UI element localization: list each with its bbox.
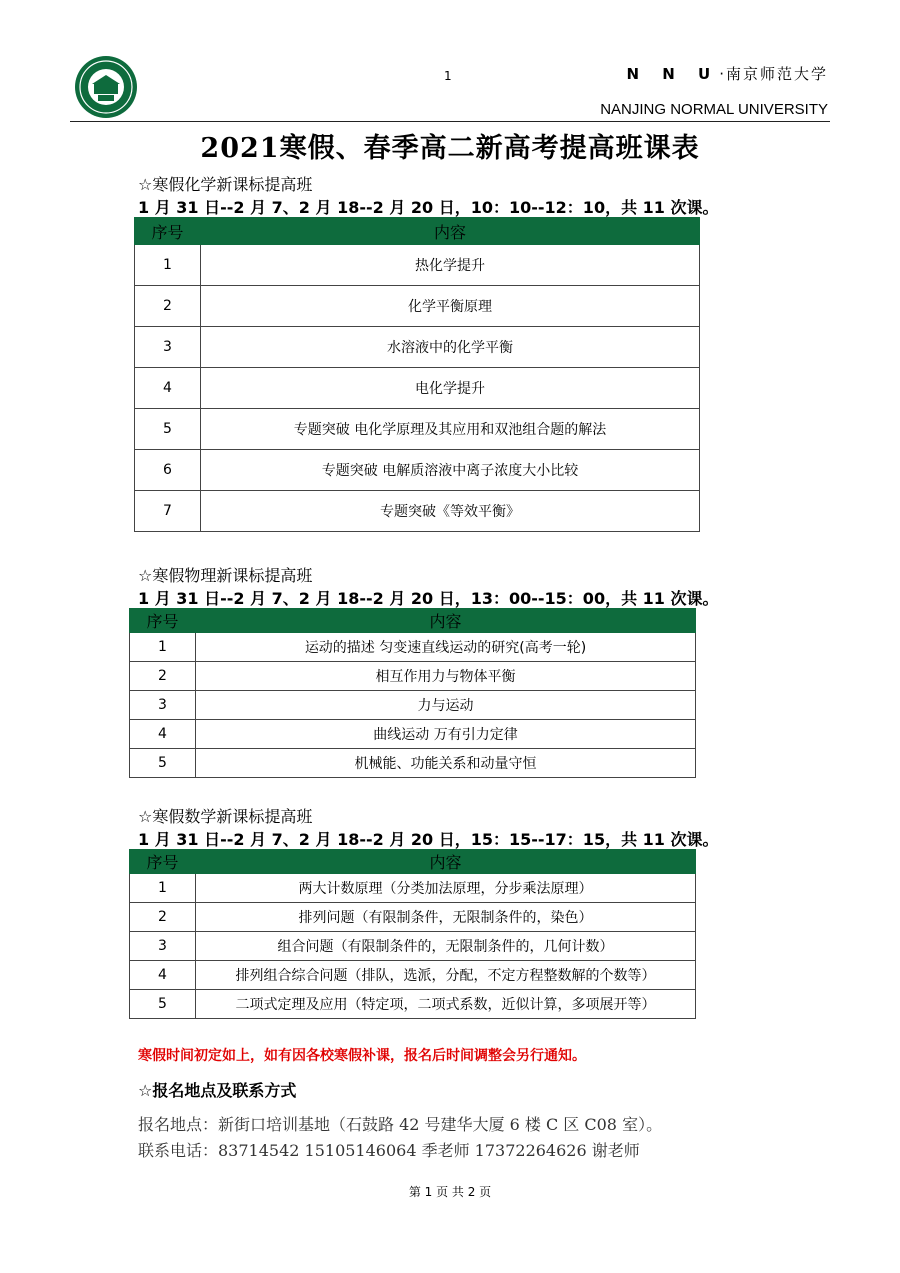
table-row: [130, 961, 696, 990]
brand-cn: 南京师范大学: [725, 65, 828, 83]
math-course-table: [129, 849, 696, 1019]
row-index: 6: [135, 450, 201, 491]
row-content: 曲线运动 万有引力定律: [196, 720, 696, 749]
row-index: 5: [135, 409, 201, 450]
table-row: [130, 720, 696, 749]
brand-dot: ·: [719, 65, 726, 83]
row-content: 组合问题（有限制条件的，无限制条件的，几何计数）: [196, 932, 696, 961]
row-content: 专题突破《等效平衡》: [201, 491, 700, 532]
contact-section-title: ☆报名地点及联系方式: [138, 1081, 297, 1100]
table-row: [130, 633, 696, 662]
table-row: [135, 368, 700, 409]
chemistry-section-title: ☆寒假化学新课标提高班: [138, 175, 313, 194]
brand-name: [626, 63, 828, 84]
row-content: 力与运动: [196, 691, 696, 720]
row-content: 电化学提升: [201, 368, 700, 409]
row-index: 3: [130, 932, 196, 961]
table-row: [135, 409, 700, 450]
row-index: 2: [135, 286, 201, 327]
row-index: 3: [130, 691, 196, 720]
table-header-row: [130, 850, 696, 874]
row-content: 二项式定理及应用（特定项，二项式系数，近似计算，多项展开等）: [196, 990, 696, 1019]
table-row: [135, 286, 700, 327]
table-row: [130, 874, 696, 903]
row-content: 化学平衡原理: [201, 286, 700, 327]
column-header-index: 序号: [130, 609, 196, 633]
row-index: 5: [130, 749, 196, 778]
physics-section-schedule: 1 月 31 日--2 月 7、2 月 18--2 月 20 日，13：00--15：00，共 11 次课。: [138, 589, 719, 608]
row-index: 4: [135, 368, 201, 409]
document-title: 2021寒假、春季高二新高考提高班课表: [200, 133, 700, 164]
row-content: 水溶液中的化学平衡: [201, 327, 700, 368]
column-header-content: 内容: [201, 218, 700, 245]
column-header-content: 内容: [196, 850, 696, 874]
table-row: [130, 903, 696, 932]
row-index: 4: [130, 961, 196, 990]
table-row: [130, 932, 696, 961]
row-content: 机械能、功能关系和动量守恒: [196, 749, 696, 778]
table-row: [130, 990, 696, 1019]
table-row: [135, 491, 700, 532]
chemistry-course-table: [134, 217, 700, 532]
brand-english: NANJING NORMAL UNIVERSITY: [600, 101, 828, 118]
registration-address: 报名地点：新街口培训基地（石鼓路 42 号建华大厦 6 楼 C 区 C08 室）。: [138, 1115, 663, 1134]
row-content: 专题突破 电解质溶液中离子浓度大小比较: [201, 450, 700, 491]
math-section-title: ☆寒假数学新课标提高班: [138, 807, 313, 826]
table-row: [130, 691, 696, 720]
row-index: 4: [130, 720, 196, 749]
contact-phone: 联系电话：83714542 15105146064 季老师 17372264626 谢老师: [138, 1141, 640, 1160]
university-logo-icon: [74, 54, 138, 120]
row-content: 排列组合综合问题（排队，选派，分配，不定方程整数解的个数等）: [196, 961, 696, 990]
row-index: 7: [135, 491, 201, 532]
column-header-content: 内容: [196, 609, 696, 633]
table-header-row: [135, 218, 700, 245]
brand-abbr: N N U: [626, 65, 720, 83]
table-row: [130, 662, 696, 691]
table-header-row: [130, 609, 696, 633]
row-content: 排列问题（有限制条件，无限制条件的，染色）: [196, 903, 696, 932]
row-content: 相互作用力与物体平衡: [196, 662, 696, 691]
table-row: [135, 245, 700, 286]
row-index: 5: [130, 990, 196, 1019]
chemistry-section-schedule: 1 月 31 日--2 月 7、2 月 18--2 月 20 日，10：10--12：10，共 11 次课。: [138, 198, 719, 217]
physics-section-title: ☆寒假物理新课标提高班: [138, 566, 313, 585]
row-index: 1: [130, 874, 196, 903]
table-row: [135, 450, 700, 491]
row-content: 专题突破 电化学原理及其应用和双池组合题的解法: [201, 409, 700, 450]
row-content: 热化学提升: [201, 245, 700, 286]
row-index: 1: [135, 245, 201, 286]
row-index: 2: [130, 903, 196, 932]
row-index: 1: [130, 633, 196, 662]
row-content: 运动的描述 匀变速直线运动的研究(高考一轮): [196, 633, 696, 662]
column-header-index: 序号: [135, 218, 201, 245]
row-content: 两大计数原理（分类加法原理，分步乘法原理）: [196, 874, 696, 903]
schedule-notice: 寒假时间初定如上，如有因各校寒假补课，报名后时间调整会另行通知。: [138, 1048, 586, 1064]
row-index: 2: [130, 662, 196, 691]
table-row: [130, 749, 696, 778]
physics-course-table: [129, 608, 696, 778]
column-header-index: 序号: [130, 850, 196, 874]
page-footer: 第 1 页 共 2 页: [408, 1185, 492, 1199]
header-page-number: 1: [444, 69, 452, 83]
table-row: [135, 327, 700, 368]
row-index: 3: [135, 327, 201, 368]
header-divider: [70, 121, 830, 122]
math-section-schedule: 1 月 31 日--2 月 7、2 月 18--2 月 20 日，15：15--17：15，共 11 次课。: [138, 830, 719, 849]
